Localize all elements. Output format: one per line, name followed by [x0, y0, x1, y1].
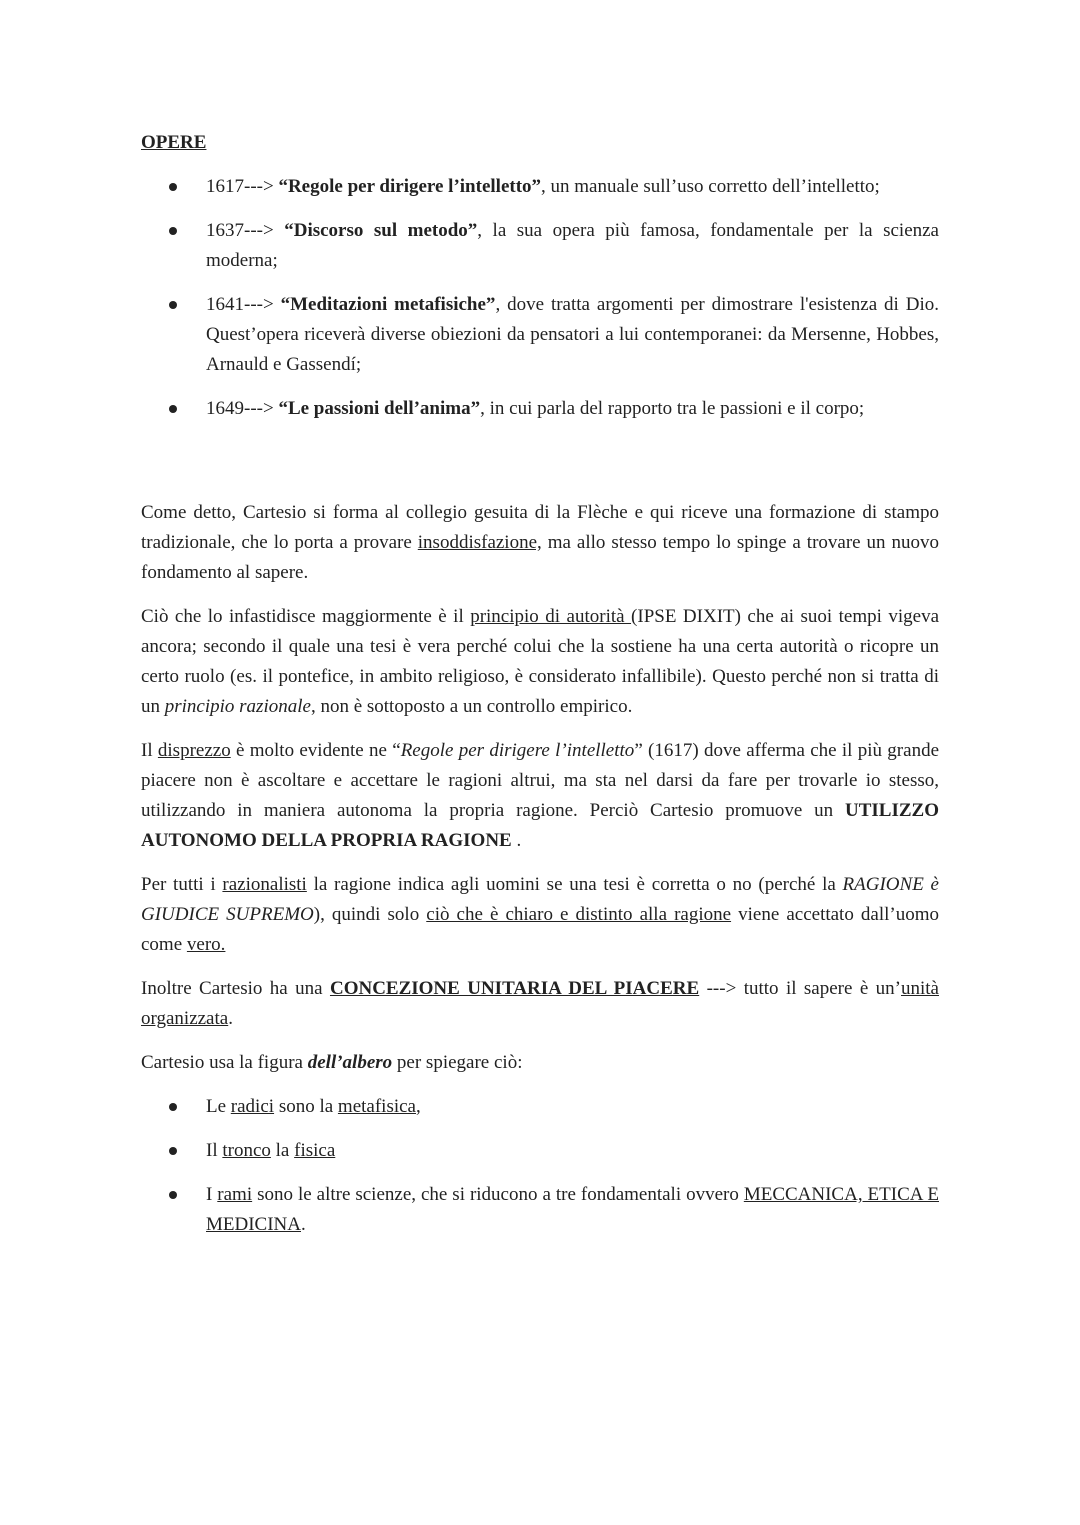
work-description: , un manuale sull’uso corretto dell’intelletto;	[541, 176, 880, 197]
tree-list	[141, 1092, 939, 1240]
list-item	[141, 172, 939, 202]
list-item	[141, 394, 939, 424]
paragraph-tree: Cartesio usa la figura dell’albero per spiegare ciò:	[141, 1052, 523, 1073]
list-item	[141, 290, 939, 380]
work-title: “Discorso sul metodo”	[284, 220, 478, 241]
work-year: 1617--->	[206, 176, 274, 197]
work-year: 1637--->	[206, 220, 274, 241]
work-title: “Le passioni dell’anima”	[278, 398, 481, 419]
document-body	[141, 128, 939, 1254]
work-description: , in cui parla del rapporto tra le passioni e il corpo;	[480, 398, 865, 419]
section-heading: OPERE	[141, 132, 207, 153]
work-title: “Meditazioni metafisiche”	[280, 294, 496, 315]
work-year: 1649--->	[206, 398, 274, 419]
list-item: Il tronco la fisica	[141, 1136, 939, 1166]
paragraph-unity: Inoltre Cartesio ha una CONCEZIONE UNITARIA DEL PIACERE ---> tutto il sapere è un’unità organizzata.	[141, 978, 939, 1029]
work-title: “Regole per dirigere l’intelletto”	[278, 176, 542, 197]
list-item	[141, 216, 939, 276]
paragraph-formation: Come detto, Cartesio si forma al collegio gesuita di la Flèche e qui riceve una formazione di stampo tradizionale, che lo porta a provare insoddisfazione, ma allo stesso tempo lo spinge a trovare un nuovo fondamento al sapere.	[141, 502, 939, 583]
paragraph-contempt: Il disprezzo è molto evidente ne “Regole per dirigere l’intelletto” (1617) dove afferma che il più grande piacere non è ascoltare e accettare le ragioni altrui, ma sta nel darsi da fare per trovarle io stesso, utilizzando in maniera autonoma la propria ragione. Perciò Cartesio promuove un UTILIZZO AUTONOMO DELLA PROPRIA RAGIONE .	[141, 740, 940, 851]
paragraph-authority: Ciò che lo infastidisce maggiormente è il principio di autorità (IPSE DIXIT) che ai suoi tempi vigeva ancora; secondo il quale una tesi è vera perché colui che la sostiene ha una certa autorità o ricopre un certo ruolo (es. il pontefice, in ambito religioso, è considerato infallibile). Questo perché non si tratta di un principio razionale, non è sottoposto a un controllo empirico.	[141, 606, 940, 717]
list-item: Le radici sono la metafisica,	[141, 1092, 939, 1122]
work-year: 1641--->	[206, 294, 274, 315]
spacer	[141, 438, 939, 498]
list-item: I rami sono le altre scienze, che si riducono a tre fondamentali ovvero MECCANICA, ETICA E MEDICINA.	[141, 1180, 939, 1240]
work-description: , la sua opera più famosa, fondamentale per la scienza moderna;	[206, 220, 939, 271]
work-description: , dove tratta argomenti per dimostrare l'esistenza di Dio. Quest’opera riceverà diverse obiezioni da pensatori a lui contemporanei: da Mersenne, Hobbes, Arnauld e Gassendí;	[206, 294, 939, 375]
paragraph-rationalists: Per tutti i razionalisti la ragione indica agli uomini se una tesi è corretta o no (perché la RAGIONE è GIUDICE SUPREMO), quindi solo ciò che è chiaro e distinto alla ragione viene accettato dall’uomo come vero.	[141, 874, 940, 955]
works-list	[141, 172, 939, 424]
